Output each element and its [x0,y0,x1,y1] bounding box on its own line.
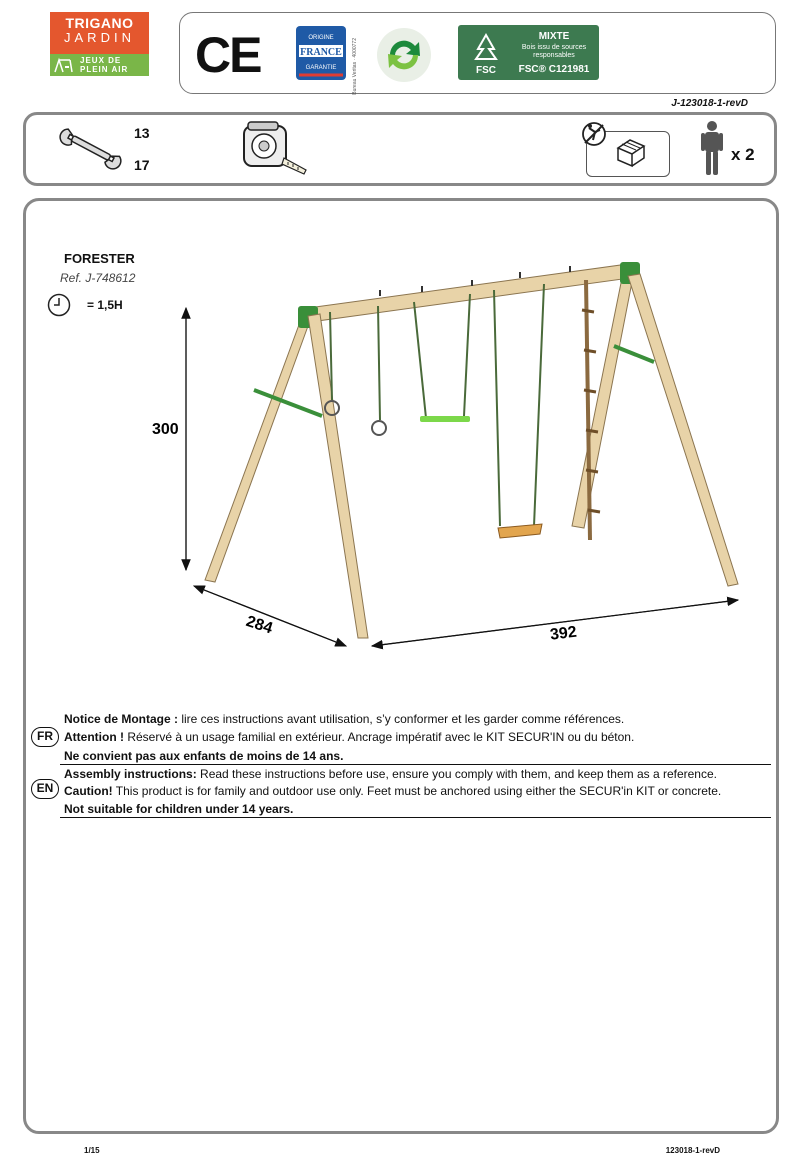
divider [60,817,771,818]
brand-tagline-2: PLEIN AIR [80,65,129,74]
document-code: J-123018-1-revD [671,98,748,109]
fsc-tree-icon [466,31,506,63]
en-notice-line-1-heading: Assembly instructions: [64,767,197,781]
fr-notice-line-2-heading: Attention ! [64,730,124,744]
divider [60,764,771,765]
product-name: FORESTER [64,251,135,266]
en-notice-line-2-text: This product is for family and outdoor use only. Feet must be anchored using either the SECUR'in KIT or concrete. [112,784,722,798]
origine-france-icon [295,25,347,81]
en-language-badge: EN [31,779,59,799]
fr-notice-line-1 [64,712,624,726]
brand-logo [50,12,149,76]
origin-label: FRANCE [300,47,342,58]
fr-notice-line-2 [64,730,634,744]
en-notice-line-1 [64,767,717,781]
clock-icon [47,293,71,317]
assembly-duration: = 1,5H [87,298,123,312]
en-notice-line-2-heading: Caution! [64,784,113,798]
playground-icon [50,54,76,76]
fsc-code: FSC® C121981 [518,64,590,75]
ce-mark: CE [195,27,261,83]
fsc-mix: MIXTE [538,31,570,42]
fsc-label [458,25,599,80]
fr-notice-line-1-heading: Notice de Montage : [64,712,179,726]
persons-count: x 2 [731,145,755,164]
brand-tagline-1: JEUX DE [80,56,122,65]
fr-notice-line-3: Ne convient pas aux enfants de moins de 14 ans. [64,749,344,763]
fsc-description: Bois issu de sources responsables [521,44,587,59]
svg-text:ORIGINE: ORIGINE [308,35,334,41]
tape-measure-icon [240,120,310,178]
product-ref: Ref. J-748612 [60,271,136,285]
brand-name: TRIGANO [65,15,134,31]
fr-notice-line-2-text: Réservé à un usage familial en extérieur. Ancrage impératif avec le KIT SECUR'IN ou du béton. [123,730,635,744]
origin-small-text: Bureau Veritas · 4000772 [352,38,358,95]
en-notice-line-1-text: Read these instructions before use, ensure you comply with them, and keep them as a reference. [196,767,717,781]
en-notice-line-3: Not suitable for children under 14 years. [64,802,294,816]
wrench-size-2: 17 [134,157,150,173]
en-notice-line-2 [64,784,721,798]
recycle-icon [375,26,433,84]
depth-dimension: 284 [243,613,275,638]
person-icon [700,120,724,176]
package-warning-icon [580,118,676,176]
fr-notice-line-1-text: lire ces instructions avant utilisation, s’y conformer et les garder comme références. [178,712,625,726]
width-dimension: 392 [549,623,578,644]
swing-set-illustration [150,250,770,660]
wrench-size-1: 13 [134,125,150,141]
fr-language-badge: FR [31,727,59,747]
svg-text:GARANTIE: GARANTIE [305,65,337,71]
wrench-icon [58,120,124,176]
footer-code: 123018-1-revD [665,1146,720,1155]
height-dimension: 300 [152,421,179,438]
brand-subname: JARDIN [64,30,135,45]
fsc-name: FSC [476,65,496,76]
page-number: 1/15 [84,1146,100,1155]
